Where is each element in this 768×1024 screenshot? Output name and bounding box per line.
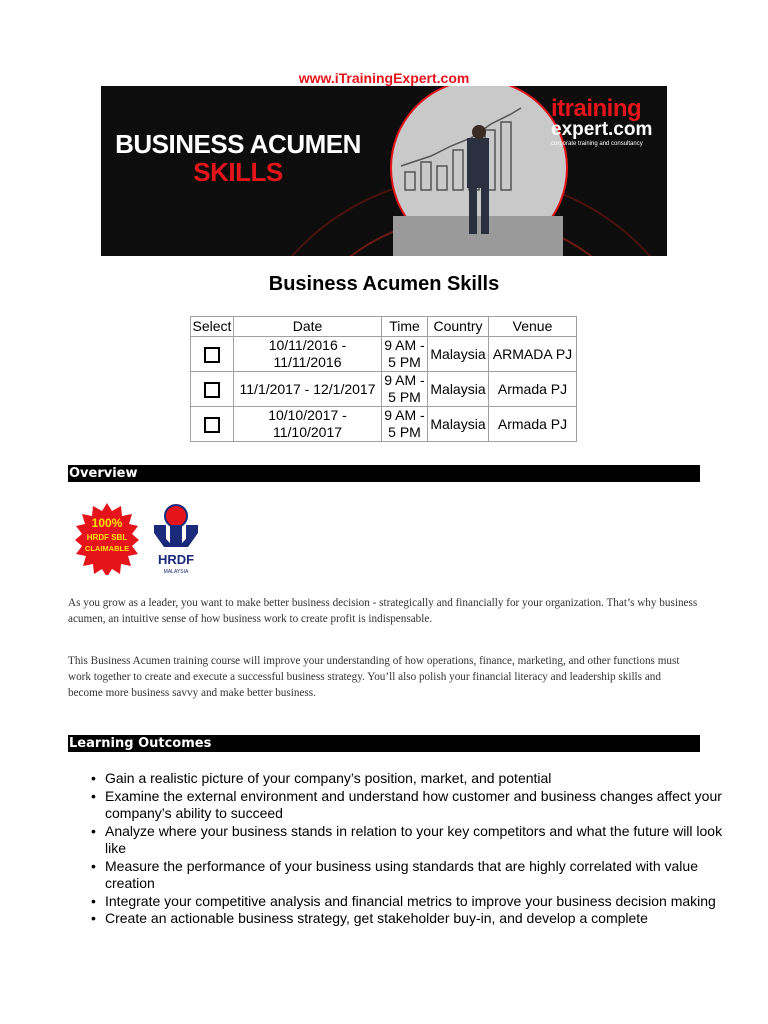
time-end: 5 PM (388, 354, 421, 370)
banner-title-line1: BUSINESS ACUMEN (115, 129, 361, 159)
time-end: 5 PM (388, 389, 421, 405)
schedule-table (190, 316, 577, 442)
select-cell (191, 407, 234, 442)
list-item: • Create an actionable business strategy, get stakeholder buy-in, and develop a complete (105, 910, 745, 928)
learning-outcomes-list (68, 770, 745, 928)
country-cell: Malaysia (428, 372, 489, 407)
time-cell (382, 372, 428, 407)
learning-outcomes-heading: Learning Outcomes (68, 735, 700, 752)
page-title: Business Acumen Skills (268, 273, 500, 295)
date-cell (234, 407, 382, 442)
brand-logo (551, 95, 661, 147)
time-cell (382, 337, 428, 372)
date-cell: 11/1/2017 - 12/1/2017 (234, 372, 382, 407)
hrdf-logo-text: HRDF (157, 552, 195, 567)
date-start: 10/10/2017 - (268, 407, 347, 423)
badge-text-1: 100% (91, 516, 123, 530)
table-header-row (191, 317, 577, 337)
venue-cell: ARMADA PJ (489, 337, 577, 372)
col-header-date: Date (234, 317, 382, 337)
table-row (191, 407, 577, 442)
col-header-country: Country (428, 317, 489, 337)
table-row (191, 372, 577, 407)
list-item: • Measure the performance of your business using standards that are highly correlated with value creation (105, 858, 745, 893)
site-link[interactable]: www.iTrainingExpert.com (298, 70, 470, 86)
overview-paragraph-1: As you grow as a leader, you want to make better business decision - strategically and financially for your organization. That’s why business acumen, an intuitive sense of how business work to create profit is indispensable. (68, 597, 698, 625)
overview-heading: Overview (68, 465, 700, 482)
venue-cell: Armada PJ (489, 407, 577, 442)
banner-title-line2: SKILLS (193, 157, 283, 187)
badge-text-3: CLAIMABLE (84, 544, 130, 553)
select-checkbox[interactable] (204, 417, 220, 433)
overview-paragraph-2: This Business Acumen training course will improve your understanding of how operations, finance, marketing, and other functions must work together to create and execute a successful business strategy. You’ll also polish your financial literacy and leadership skills and become more business savvy and make better business. (68, 655, 680, 699)
badge-text-2: HRDF SBL (86, 533, 128, 542)
list-item: • Examine the external environment and understand how customer and business changes affect your company’s ability to succeed (105, 788, 745, 823)
list-item: • Analyze where your business stands in relation to your key competitors and what the future will look like (105, 823, 745, 858)
list-item: • Integrate your competitive analysis and financial metrics to improve your business decision making (105, 893, 745, 911)
banner-title (113, 130, 363, 186)
venue-cell: Armada PJ (489, 372, 577, 407)
time-start: 9 AM - (384, 407, 425, 423)
claimable-badge (75, 503, 139, 575)
brand-tagline: corporate training and consultancy (551, 141, 643, 147)
date-cell (234, 337, 382, 372)
country-cell: Malaysia (428, 337, 489, 372)
select-checkbox[interactable] (204, 382, 220, 398)
hrdf-claimable-logos (70, 503, 210, 575)
col-header-time: Time (382, 317, 428, 337)
list-item: • Gain a realistic picture of your company’s position, market, and potential (105, 770, 745, 788)
time-start: 9 AM - (384, 372, 425, 388)
select-cell (191, 372, 234, 407)
time-start: 9 AM - (384, 337, 425, 353)
date-start: 10/11/2016 - (268, 337, 347, 353)
table-row (191, 337, 577, 372)
course-banner (101, 86, 667, 256)
hrdf-logo (154, 505, 198, 575)
select-checkbox[interactable] (204, 347, 220, 363)
hrdf-logo-subtext: MALAYSIA (163, 569, 189, 575)
date-end: 11/11/2016 (273, 354, 342, 370)
select-cell (191, 337, 234, 372)
brand-name-line1: itraining (551, 95, 642, 122)
brand-name-line2: expert.com (551, 119, 653, 140)
time-cell (382, 407, 428, 442)
col-header-venue: Venue (489, 317, 577, 337)
col-header-select: Select (191, 317, 234, 337)
time-end: 5 PM (388, 424, 421, 440)
date-end: 11/10/2017 (272, 424, 343, 440)
country-cell: Malaysia (428, 407, 489, 442)
